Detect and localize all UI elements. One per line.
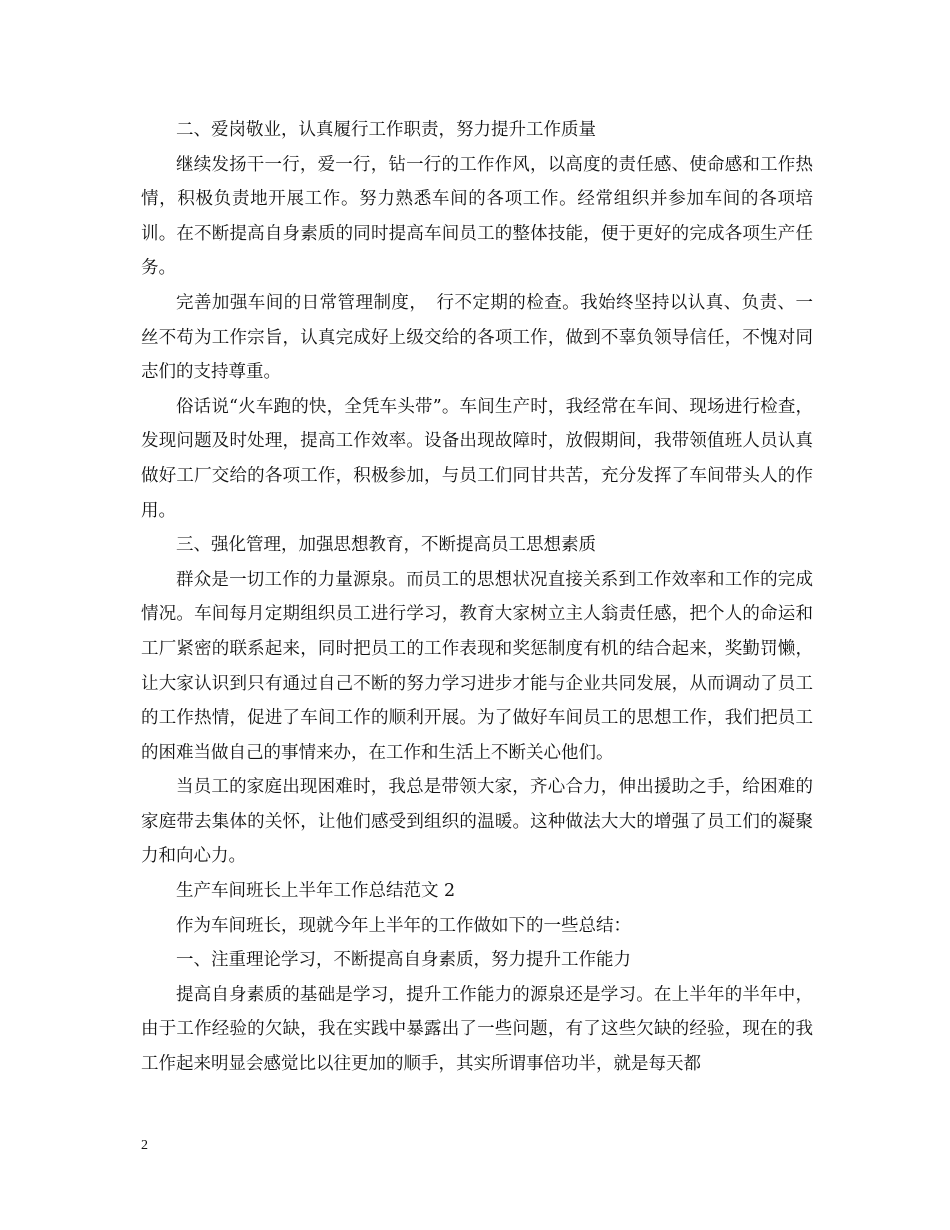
body-paragraph: 继续发扬干一行，爱一行，钻一行的工作作风，以高度的责任感、使命感和工作热情，积极负责地开展工作。努力熟悉车间的各项工作。经常组织并参加车间的各项培训。在不断提高自身素质的同时提高车间员工的整体技能，便于更好的完成各项生产任务。 [141,154,813,279]
body-paragraph: 群众是一切工作的力量源泉。而员工的思想状况直接关系到工作效率和工作的完成情况。车间每月定期组织员工进行学习，教育大家树立主人翁责任感，把个人的命运和工厂紧密的联系起来，同时把员工的工作表现和奖惩制度有机的结合起来，奖勤罚懒，让大家认识到只有通过自己不断的努力学习进步才能与企业共同发展，从而调动了员工的工作热情，促进了车间工作的顺利开展。为了做好车间员工的思想工作，我们把员工的困难当做自己的事情来办，在工作和生活上不断关心他们。 [141,569,813,763]
body-paragraph: 俗话说“火车跑的快，全凭车头带”。车间生产时，我经常在车间、现场进行检查，发现问题及时处理，提高工作效率。设备出现故障时，放假期间，我带领值班人员认真做好工厂交给的各项工作，积极参加，与员工们同甘共苦，充分发挥了车间带头人的作用。 [141,396,813,521]
section-heading-1: 一、注重理论学习，不断提高自身素质，努力提升工作能力 [176,950,631,971]
section-heading-2: 二、爱岗敬业，认真履行工作职责，努力提升工作质量 [176,120,596,140]
body-paragraph: 作为车间班长，现就今年上半年的工作做如下的一些总结： [176,915,631,936]
body-paragraph: 完善加强车间的日常管理制度， 行不定期的检查。我始终坚持以认真、负责、一丝不苟为工作宗旨，认真完成好上级交给的各项工作，做到不辜负领导信任，不愧对同志们的支持尊重。 [141,292,813,383]
body-paragraph: 当员工的家庭出现困难时，我总是带领大家，齐心合力，伸出援助之手，给困难的家庭带去集体的关怀，让他们感受到组织的温暖。这种做法大大的增强了员工们的凝聚力和向心力。 [141,777,813,867]
section-heading-3: 三、强化管理，加强思想教育，不断提高员工思想素质 [176,535,596,556]
article-title: 生产车间班长上半年工作总结范文 2 [176,881,456,902]
page-number: 2 [141,1138,148,1153]
body-paragraph: 提高自身素质的基础是学习，提升工作能力的源泉还是学习。在上半年的半年中，由于工作经验的欠缺，我在实践中暴露出了一些问题，有了这些欠缺的经验，现在的我工作起来明显会感觉比以往更加的顺手，其实所谓事倍功半，就是每天都 [141,984,813,1075]
document-body [141,113,813,1082]
